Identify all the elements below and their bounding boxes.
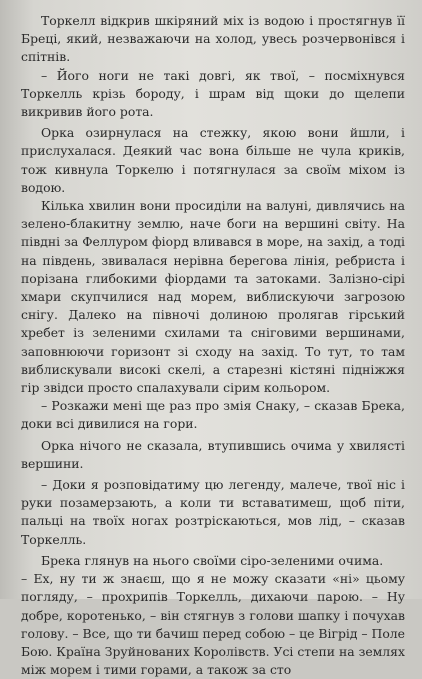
paragraph-6: Орка нічого не сказала, втупившись очима у хвилясті вершини. xyxy=(21,437,405,471)
paragraph-8: Брека глянув на нього своїми сіро-зеленими очима. xyxy=(41,552,384,568)
paragraph-7: – Доки я розповідатиму цю легенду, малече, твої ніс і руки позамерзають, а коли ти вставатимеш, щоб піти, пальці на твоїх ногах розтріскаються, мов лід, – сказав Торкелль. xyxy=(21,477,405,547)
paragraph-5: – Розкажи мені ще раз про змія Снаку, – сказав Брека, доки всі дивилися на гори. xyxy=(21,398,405,432)
paragraph-1: Торкелл відкрив шкіряний міх із водою і простягнув її Бреці, який, незважаючи на холод, увесь розчервонівся і спітнів. xyxy=(21,13,405,65)
paragraph-4: Кілька хвилин вони просиділи на валуні, дивлячись на зелено-блакитну землю, наче боги на вершині світу. На півдні за Феллуром фіорд вливався в море, на захід, а тоді на південь, звивалася нерівна берегова лінія, ребриста і порізана глибокими фіордами та затоками. Залізно-сірі хмари скупчилися над морем, виблискуючи загрозою снігу. Далеко на півночі долиною пролягав гірський хребет із зеленими схилами та сніговими вершинами, заповнюючи горизонт зі сходу на захід. То тут, то там виблискували високі скелі, а старезні кістяні підніжжя гір звідси просто спалахували сірим кольором. xyxy=(21,198,405,396)
paragraph-2: – Його ноги не такі довгі, як твої, – посміхнувся Торкелль крізь бороду, і шрам від щоки до щелепи викривив його рота. xyxy=(21,67,405,120)
paragraph-9: – Ех, ну ти ж знаєш, що я не можу сказати «ні» цьому погляду, – прохрипів Торкелль, дихаючи парою. – Ну добре, коротенько, – він стягнув з голови шапку і почухав голову. – Все, що ти бачиш перед собою – це Вігрід – Поле Бою. Країна Зруйнованих Королівств. Усі степи на землях між морем і тими горами, а також за сто xyxy=(21,571,406,678)
paragraph-3: Орка озирнулася на стежку, якою вони йшли, і прислухалася. Деякий час вона більше не чула криків, тож кивнула Торкелю і потягнулася за своїм міхом із водою. xyxy=(21,125,405,195)
